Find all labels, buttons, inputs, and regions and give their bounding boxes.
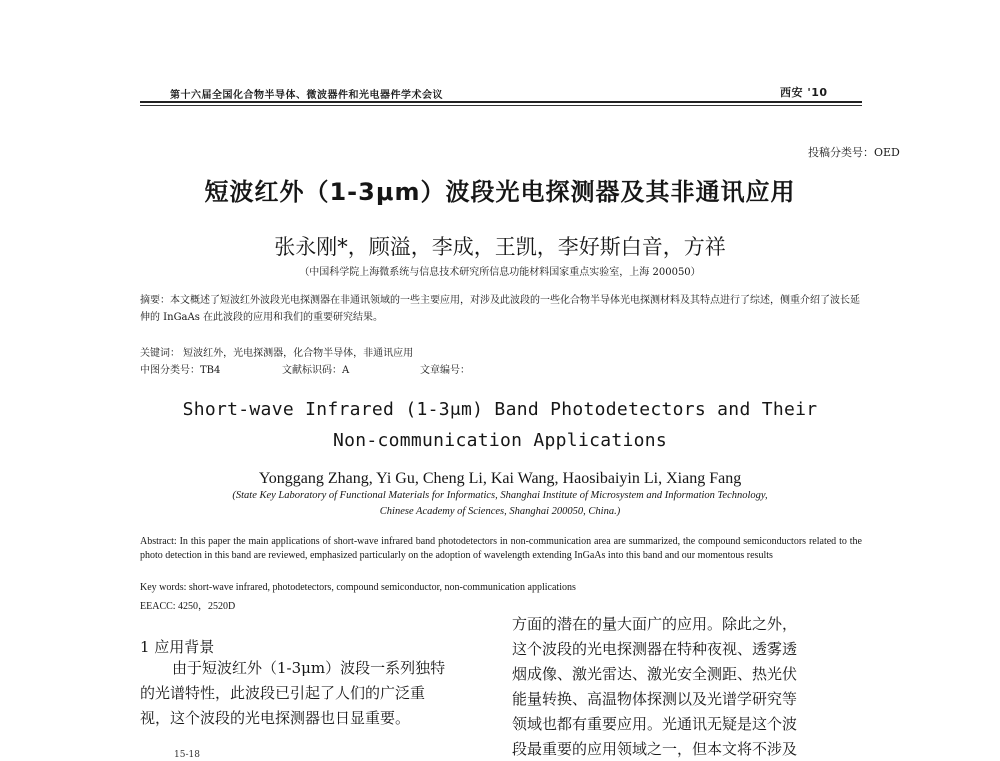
left-column-line-2: 的光谱特性，此波段已引起了人们的广泛重 <box>140 684 426 702</box>
article-number: 文章编号： <box>420 365 470 376</box>
submission-classification: 投稿分类号：OED <box>808 146 900 159</box>
left-column-line-3: 视，这个波段的光电探测器也日显重要。 <box>140 709 411 727</box>
authors-cn: 张永刚*，顾溢，李成，王凯，李好斯白音，方祥 <box>274 235 726 259</box>
right-column-line-1: 方面的潜在的量大面广的应用。除此之外， <box>512 615 798 633</box>
right-column-line-5: 领域也都有重要应用。光通讯无疑是这个波 <box>512 715 798 733</box>
right-column-line-4: 能量转换、高温物体探测以及光谱学研究等 <box>512 690 798 708</box>
left-column-line-1: 由于短波红外（1-3μm）波段一系列独特 <box>172 659 446 677</box>
running-header-location: 西安 '10 <box>780 86 828 99</box>
right-column-line-6: 段最重要的应用领域之一，但本文将不涉及 <box>512 740 798 758</box>
paper-title-cn: 短波红外（1-3μm）波段光电探测器及其非通讯应用 <box>204 178 796 206</box>
eeacc-code: EEACC: 4250，2520D <box>140 601 236 612</box>
document-code: 文献标识码：A <box>282 365 350 376</box>
right-column-line-2: 这个波段的光电探测器在特种夜视、透雾透 <box>512 640 798 658</box>
section-heading-background: 1 应用背景 <box>140 638 215 656</box>
abstract-cn: 摘要：本文概述了短波红外波段光电探测器在非通讯领域的一些主要应用，对涉及此波段的一些化合物半导体光电探测材料及其特点进行了综述，侧重介绍了波长延伸的 InGaAs 在此波段的应用和我们的重要研究结果。 <box>140 295 860 323</box>
abstract-en: Abstract: In this paper the main applications of short-wave infrared band photodetectors in non-communication area are summarized, the compound semiconductors related to the photo detection in this band are reviewed, emphasized particularly on the adoption of wavelength extending InGaAs into this band and our momentous results <box>140 536 862 561</box>
affiliation-en-line1: (State Key Laboratory of Functional Materials for Informatics, Shanghai Institute of Microsystem and Information Technology, <box>232 490 768 501</box>
affiliation-en-line2: Chinese Academy of Sciences, Shanghai 200050, China.) <box>379 506 621 517</box>
header-rule-thin <box>140 105 862 106</box>
page-footnote: 15-18 <box>174 750 200 760</box>
authors-en: Yonggang Zhang, Yi Gu, Cheng Li, Kai Wang, Haosibaiyin Li, Xiang Fang <box>258 470 742 487</box>
paper-title-en-line2: Non-communication Applications <box>332 430 668 451</box>
running-header-conference: 第十六届全国化合物半导体、微波器件和光电器件学术会议 <box>170 90 443 101</box>
keywords-en: Key words: short-wave infrared, photodetectors, compound semiconductor, non-communication applications <box>140 582 576 593</box>
keywords-cn: 关键词： 短波红外，光电探测器，化合物半导体，非通讯应用 <box>140 348 414 359</box>
right-column-line-3: 烟成像、激光雷达、激光安全测距、热光伏 <box>512 665 798 683</box>
header-rule <box>140 101 862 103</box>
clc-number: 中图分类号：TB4 <box>140 365 221 376</box>
paper-title-en-line1: Short-wave Infrared (1-3μm) Band Photodetectors and Their <box>182 399 818 420</box>
affiliation-cn: （中国科学院上海微系统与信息技术研究所信息功能材料国家重点实验室，上海 200050） <box>299 267 701 278</box>
